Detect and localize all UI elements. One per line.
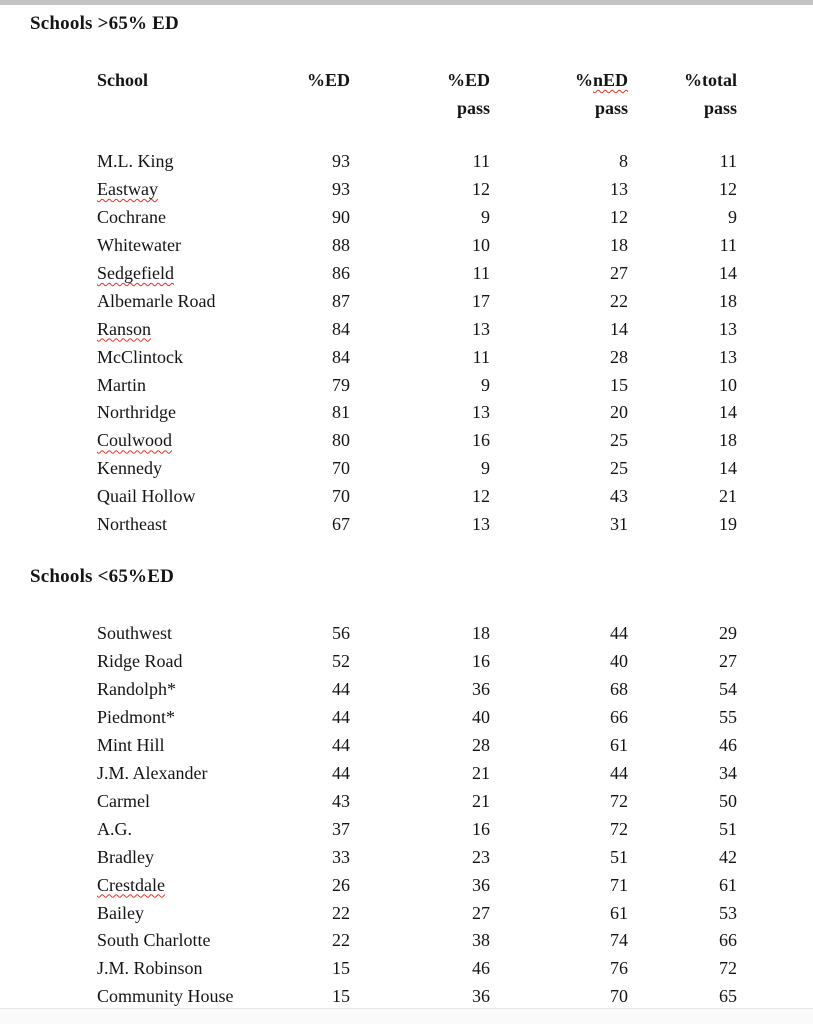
pct-total-pass-cell: 21 — [719, 486, 737, 507]
table-row — [97, 288, 737, 316]
school-name-text: Northridge — [97, 402, 176, 423]
table-row — [97, 316, 737, 344]
pct-ed-cell: 43 — [332, 790, 350, 811]
pct-ed-pass-cell: 23 — [472, 846, 490, 867]
page-bottom-edge — [0, 1008, 813, 1024]
school-name-cell — [97, 788, 290, 816]
pct-ed-cell: 84 — [332, 318, 350, 339]
pct-total-pass-cell: 11 — [719, 234, 737, 255]
pct-ed-pass-cell: 21 — [472, 762, 490, 783]
table-row — [97, 372, 737, 400]
school-name-text: Ridge Road — [97, 651, 183, 672]
school-name-text: Piedmont* — [97, 706, 176, 727]
pct-total-pass-cell: 13 — [719, 346, 737, 367]
table-row — [97, 176, 737, 204]
school-name-text: Whitewater — [97, 234, 181, 255]
school-name-cell — [97, 816, 290, 844]
pct-ned-pass-cell: 25 — [610, 430, 628, 451]
school-name-cell — [97, 344, 290, 372]
pct-total-pass-cell: 18 — [719, 290, 737, 311]
pct-ned-pass-cell: 12 — [610, 206, 628, 227]
pct-total-pass-cell: 61 — [719, 874, 737, 895]
pct-total-pass-cell: 65 — [719, 986, 737, 1007]
pct-ed-pass-cell: 13 — [472, 514, 490, 535]
pct-ed-cell: 88 — [332, 234, 350, 255]
pct-ed-pass-cell: 28 — [472, 734, 490, 755]
school-name-text: Kennedy — [97, 458, 162, 479]
pct-total-pass-cell: 55 — [719, 706, 737, 727]
pct-ed-cell: 44 — [332, 679, 350, 699]
pct-ned-pass-cell: 31 — [610, 514, 628, 535]
pct-ned-pass-cell: 28 — [610, 346, 628, 367]
school-name-cell — [97, 483, 290, 511]
school-name-cell — [97, 648, 290, 676]
table-row — [97, 704, 737, 732]
school-name-text: J.M. Alexander — [97, 762, 208, 783]
pct-ed-pass-cell: 11 — [472, 262, 490, 283]
school-name-cell — [97, 511, 290, 539]
pct-ed-pass-cell: 46 — [472, 958, 490, 979]
table-row — [97, 204, 737, 232]
pct-total-pass-cell: 34 — [719, 762, 737, 783]
pct-ned-pass-cell: 74 — [610, 930, 628, 951]
table-header-row — [97, 66, 737, 148]
pct-total-pass-cell: 46 — [719, 734, 737, 755]
pct-ed-pass-cell: 40 — [472, 706, 490, 727]
document-content — [0, 5, 813, 1011]
pct-ed-cell: 33 — [332, 846, 350, 867]
school-name-text: M.L. King — [97, 151, 174, 171]
school-name-text: Bailey — [97, 902, 144, 923]
table-row — [97, 872, 737, 900]
school-name-cell — [97, 427, 290, 455]
school-name-cell — [97, 900, 290, 928]
pct-ned-pass-cell: 15 — [610, 374, 628, 395]
pct-ned-pass-cell: 27 — [610, 262, 628, 283]
pct-ed-cell: 86 — [332, 262, 350, 283]
pct-ned-pass-cell: 44 — [610, 623, 628, 644]
pct-total-pass-cell: 14 — [719, 458, 737, 479]
school-name-text: Randolph* — [97, 679, 176, 699]
school-name-text: J.M. Robinson — [97, 958, 203, 979]
pct-ned-pass-cell: 71 — [610, 874, 628, 895]
pct-ed-cell: 84 — [332, 346, 350, 367]
pct-total-pass-cell: 14 — [719, 402, 737, 423]
pct-ned-pass-cell: 70 — [610, 986, 628, 1007]
section-2-heading: Schools <65%ED — [30, 566, 175, 588]
spellcheck-underline: nED — [592, 70, 628, 90]
pct-ed-cell: 52 — [332, 651, 350, 672]
pct-ed-cell: 90 — [332, 206, 350, 227]
pct-ed-pass-cell: 17 — [472, 290, 490, 311]
school-name-text: Albemarle Road — [97, 290, 216, 311]
school-name-cell — [97, 676, 290, 704]
pct-total-pass-cell: 18 — [719, 430, 737, 451]
table-row — [97, 148, 737, 176]
pct-ned-pass-cell: 25 — [610, 458, 628, 479]
column-header-ed-pass: %ED pass — [446, 70, 490, 118]
table-row — [97, 399, 737, 427]
pct-total-pass-cell: 9 — [728, 206, 737, 227]
pct-ed-cell: 70 — [332, 486, 350, 507]
table-row — [97, 648, 737, 676]
school-name-cell — [97, 732, 290, 760]
pct-ed-cell: 44 — [332, 734, 350, 755]
pct-ed-pass-cell: 27 — [472, 902, 490, 923]
school-name-cell — [97, 760, 290, 788]
pct-ed-pass-cell: 11 — [472, 151, 490, 171]
school-name-text: A.G. — [97, 818, 132, 839]
pct-ed-cell: 93 — [332, 151, 350, 171]
pct-ed-pass-cell: 36 — [472, 986, 490, 1007]
pct-ed-pass-cell: 12 — [472, 178, 490, 199]
pct-ed-pass-cell: 36 — [472, 874, 490, 895]
pct-total-pass-cell: 14 — [719, 262, 737, 283]
pct-ed-pass-cell: 18 — [472, 623, 490, 644]
pct-ed-cell: 79 — [332, 374, 350, 395]
pct-ned-pass-cell: 18 — [610, 234, 628, 255]
pct-ed-pass-cell: 38 — [472, 930, 490, 951]
pct-total-pass-cell: 72 — [719, 958, 737, 979]
schools-table-over-65 — [97, 66, 737, 539]
pct-ed-pass-cell: 9 — [481, 206, 490, 227]
table-row — [97, 620, 737, 648]
pct-ed-pass-cell: 12 — [472, 486, 490, 507]
table-row — [97, 511, 737, 539]
school-name-cell — [97, 288, 290, 316]
pct-total-pass-cell: 27 — [719, 651, 737, 672]
pct-ed-cell: 70 — [332, 458, 350, 479]
school-name-text: Northeast — [97, 514, 167, 535]
pct-total-pass-cell: 13 — [719, 318, 737, 339]
pct-ned-pass-cell: 44 — [610, 762, 628, 783]
school-name-text: McClintock — [97, 346, 183, 367]
pct-total-pass-cell: 50 — [719, 790, 737, 811]
pct-ned-pass-cell: 66 — [610, 706, 628, 727]
spellcheck-underline: Ranson — [97, 318, 151, 339]
school-name-cell — [97, 316, 290, 344]
section-1-heading: Schools >65% ED — [30, 13, 179, 34]
pct-ned-pass-cell: 14 — [610, 318, 628, 339]
pct-ed-pass-cell: 13 — [472, 402, 490, 423]
school-name-cell — [97, 704, 290, 732]
school-name-text: Quail Hollow — [97, 486, 196, 507]
pct-ed-cell: 81 — [332, 402, 350, 423]
pct-ed-pass-cell: 16 — [472, 430, 490, 451]
pct-ed-cell: 15 — [332, 958, 350, 979]
pct-total-pass-cell: 11 — [719, 151, 737, 171]
pct-ed-pass-cell: 10 — [472, 234, 490, 255]
school-name-text: Cochrane — [97, 206, 166, 227]
table-row — [97, 455, 737, 483]
spellcheck-underline: Coulwood — [97, 430, 173, 451]
pct-ned-pass-cell: 43 — [610, 486, 628, 507]
school-name-text: Mint Hill — [97, 734, 165, 755]
school-name-cell — [97, 620, 290, 648]
spellcheck-underline: Sedgefield — [97, 262, 174, 283]
school-name-cell — [97, 232, 290, 260]
table-row — [97, 732, 737, 760]
school-name-cell — [97, 176, 290, 204]
pct-ed-pass-cell: 11 — [472, 346, 490, 367]
school-name-cell — [97, 872, 290, 900]
pct-ed-cell: 26 — [332, 874, 350, 895]
pct-ned-pass-cell: 72 — [610, 790, 628, 811]
pct-ned-pass-cell: 22 — [610, 290, 628, 311]
column-header-ed: %ED — [306, 70, 350, 90]
pct-ed-cell: 15 — [332, 986, 350, 1007]
table-row — [97, 232, 737, 260]
school-name-text: Bradley — [97, 846, 154, 867]
pct-ned-pass-cell: 8 — [619, 151, 628, 171]
school-name-cell — [97, 399, 290, 427]
pct-ed-cell: 93 — [332, 178, 350, 199]
pct-ed-pass-cell: 13 — [472, 318, 490, 339]
pct-ed-cell: 22 — [332, 930, 350, 951]
column-header-ned-pass: %nED pass — [574, 70, 628, 118]
pct-ed-pass-cell: 21 — [472, 790, 490, 811]
pct-ed-cell: 22 — [332, 902, 350, 923]
pct-ned-pass-cell: 76 — [610, 958, 628, 979]
school-name-text: Carmel — [97, 790, 150, 811]
column-header-total-pass: %total pass — [684, 70, 737, 118]
table-row — [97, 483, 737, 511]
pct-ed-cell: 87 — [332, 290, 350, 311]
table-row — [97, 844, 737, 872]
table-row — [97, 955, 737, 983]
pct-ned-pass-cell: 40 — [610, 651, 628, 672]
pct-total-pass-cell: 53 — [719, 902, 737, 923]
pct-total-pass-cell: 51 — [719, 818, 737, 839]
table-row — [97, 344, 737, 372]
pct-ned-pass-cell: 61 — [610, 902, 628, 923]
pct-ed-cell: 80 — [332, 430, 350, 451]
table-row — [97, 676, 737, 704]
school-name-cell — [97, 844, 290, 872]
spellcheck-underline: Eastway — [97, 178, 158, 199]
pct-ed-pass-cell: 9 — [481, 458, 490, 479]
pct-ned-pass-cell: 20 — [610, 402, 628, 423]
school-name-cell — [97, 204, 290, 232]
school-name-cell — [97, 927, 290, 955]
school-name-cell — [97, 372, 290, 400]
pct-total-pass-cell: 10 — [719, 374, 737, 395]
pct-total-pass-cell: 54 — [719, 679, 737, 699]
school-name-cell — [97, 148, 290, 176]
pct-total-pass-cell: 12 — [719, 178, 737, 199]
pct-total-pass-cell: 42 — [719, 846, 737, 867]
school-name-cell — [97, 260, 290, 288]
pct-ned-pass-cell: 72 — [610, 818, 628, 839]
pct-total-pass-cell: 66 — [719, 930, 737, 951]
pct-ed-pass-cell: 9 — [481, 374, 490, 395]
school-name-text: Martin — [97, 374, 146, 395]
pct-ed-pass-cell: 36 — [472, 679, 490, 699]
pct-ed-cell: 37 — [332, 818, 350, 839]
pct-ned-pass-cell: 13 — [610, 178, 628, 199]
table-row — [97, 760, 737, 788]
table-row — [97, 788, 737, 816]
table-row — [97, 816, 737, 844]
table-row — [97, 260, 737, 288]
pct-ed-cell: 67 — [332, 514, 350, 535]
pct-ned-pass-cell: 68 — [610, 679, 628, 699]
spellcheck-underline: Crestdale — [97, 874, 165, 895]
school-name-text: Community House — [97, 986, 234, 1007]
table-row — [97, 900, 737, 928]
pct-ed-pass-cell: 16 — [472, 818, 490, 839]
pct-ed-cell: 44 — [332, 706, 350, 727]
pct-total-pass-cell: 19 — [719, 514, 737, 535]
pct-total-pass-cell: 29 — [719, 623, 737, 644]
pct-ed-cell: 44 — [332, 762, 350, 783]
pct-ned-pass-cell: 51 — [610, 846, 628, 867]
school-name-text: Southwest — [97, 623, 173, 644]
ned-header-prefix: % — [574, 70, 593, 90]
school-name-cell — [97, 955, 290, 983]
schools-table-under-65 — [97, 620, 737, 1011]
table-row — [97, 927, 737, 955]
pct-ed-cell: 56 — [332, 623, 350, 644]
table-row — [97, 427, 737, 455]
column-header-school: School — [97, 70, 149, 90]
pct-ed-pass-cell: 16 — [472, 651, 490, 672]
school-name-text: South Charlotte — [97, 930, 211, 951]
school-name-cell — [97, 455, 290, 483]
pct-ned-pass-cell: 61 — [610, 734, 628, 755]
